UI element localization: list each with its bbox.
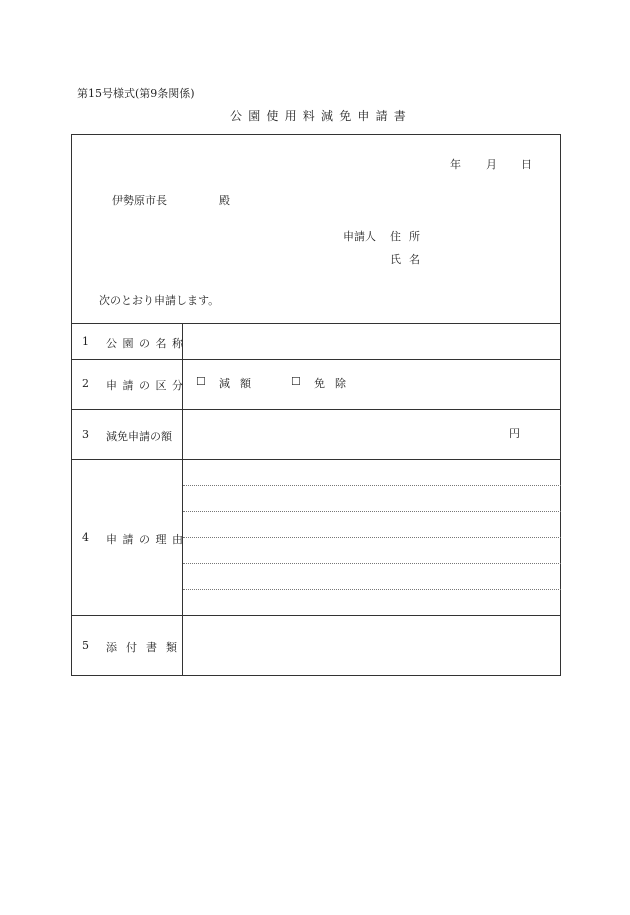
reason-writing-line bbox=[183, 511, 561, 512]
addressee-name: 伊勢原市長 bbox=[112, 194, 167, 207]
requested-amount-label: 減免申請の額 bbox=[106, 430, 172, 443]
intro-statement: 次のとおり申請します。 bbox=[99, 294, 220, 307]
row-number: 4 bbox=[82, 531, 89, 544]
reduction-checkbox[interactable]: ☐ bbox=[196, 375, 206, 388]
row-number: 2 bbox=[82, 377, 89, 390]
date-day-label: 日 bbox=[521, 158, 532, 171]
row-number: 1 bbox=[82, 335, 89, 348]
exemption-checkbox[interactable]: ☐ bbox=[291, 375, 301, 388]
date-month-label: 月 bbox=[486, 158, 497, 171]
reason-writing-line bbox=[183, 563, 561, 564]
application-form-frame bbox=[71, 134, 561, 676]
addressee-honorific: 殿 bbox=[219, 194, 230, 207]
document-title: 公園使用料減免申請書 bbox=[230, 109, 413, 123]
row-divider-2 bbox=[71, 409, 561, 410]
reason-writing-line bbox=[183, 485, 561, 486]
label-column-divider bbox=[182, 323, 183, 676]
reason-writing-line bbox=[183, 537, 561, 538]
application-type-label: 申請の区分 bbox=[106, 379, 189, 392]
row-divider-4 bbox=[71, 615, 561, 616]
row-divider-3 bbox=[71, 459, 561, 460]
date-year-label: 年 bbox=[450, 158, 461, 171]
attachments-label: 添付書類 bbox=[106, 641, 186, 654]
reason-writing-line bbox=[183, 589, 561, 590]
park-name-label: 公園の名称 bbox=[106, 337, 189, 350]
row-number: 3 bbox=[82, 428, 89, 441]
applicant-name-label: 氏名 bbox=[390, 253, 428, 266]
reduction-option-label: 減額 bbox=[219, 377, 261, 390]
row-number: 5 bbox=[82, 639, 89, 652]
applicant-label: 申請人 bbox=[343, 230, 376, 243]
row-divider-1 bbox=[71, 359, 561, 360]
reason-label: 申請の理由 bbox=[106, 533, 189, 546]
applicant-address-label: 住所 bbox=[390, 230, 428, 243]
yen-unit: 円 bbox=[509, 427, 520, 440]
header-divider bbox=[71, 323, 561, 324]
form-number: 第15号様式(第9条関係) bbox=[77, 87, 195, 100]
exemption-option-label: 免除 bbox=[314, 377, 356, 390]
